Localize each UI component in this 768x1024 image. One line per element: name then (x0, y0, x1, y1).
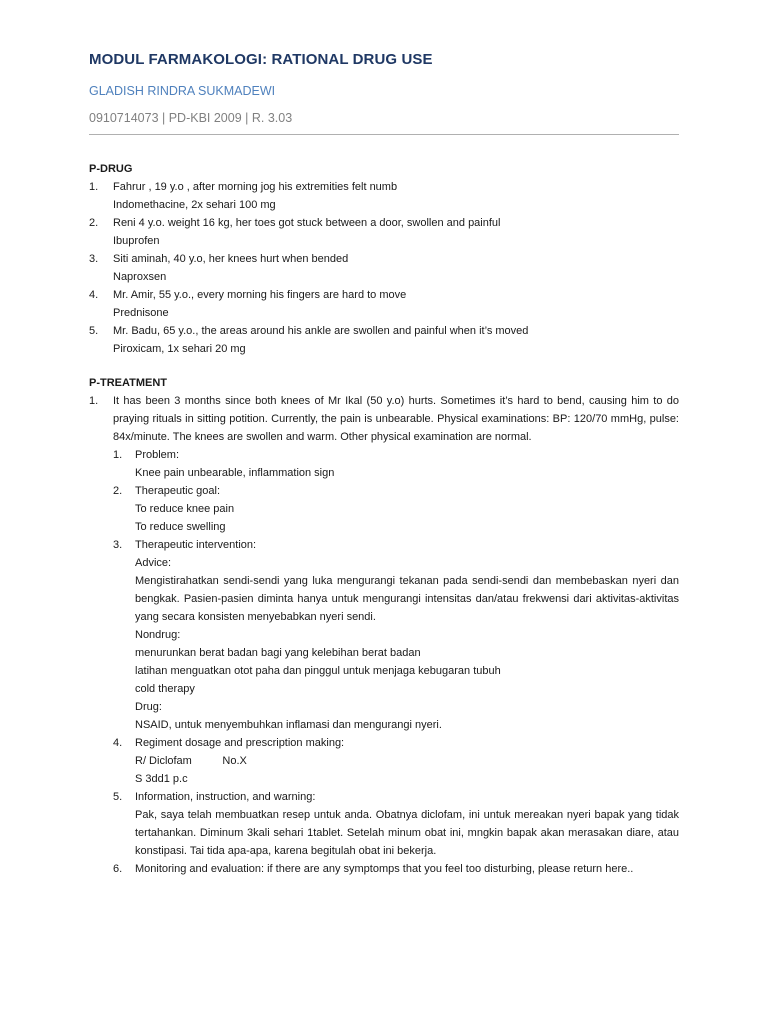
step-number: 2. (113, 485, 123, 497)
case-description: Mr. Amir, 55 y.o., every morning his fingers are hard to move (113, 289, 407, 301)
nondrug-line: latihan menguatkan otot paha dan pinggul untuk menjaga kebugaran tubuh (135, 665, 501, 677)
prescription-line: R/ Diclofam No.X (135, 755, 247, 767)
step-therapeutic-goal (113, 482, 679, 536)
step-line: To reduce knee pain (135, 503, 235, 515)
step-label: Therapeutic intervention: (135, 539, 257, 551)
section-heading-pdrug: P-DRUG (89, 163, 133, 175)
header-divider (89, 134, 679, 135)
case-description: Fahrur , 19 y.o , after morning jog his extremities felt numb (113, 181, 398, 193)
pdrug-item (89, 322, 679, 358)
document-page (89, 48, 679, 878)
drug-text: NSAID, untuk menyembuhkan inflamasi dan mengurangi nyeri. (135, 719, 442, 731)
item-number: 3. (89, 253, 99, 265)
pdrug-item (89, 250, 679, 286)
case-description: Siti aminah, 40 y.o, her knees hurt when bended (113, 253, 349, 265)
step-label: Monitoring and evaluation: if there are any symptomps that you feel too disturbing, please return here.. (135, 863, 634, 875)
author-name: GLADISH RINDRA SUKMADEWI (89, 84, 276, 98)
drug-choice: Piroxicam, 1x sehari 20 mg (113, 343, 246, 355)
step-label: Therapeutic goal: (135, 485, 220, 497)
ptreatment-case (89, 392, 679, 878)
case-description: Mr. Badu, 65 y.o., the areas around his ankle are swollen and painful when it’s moved (113, 325, 529, 337)
step-problem (113, 446, 679, 482)
step-number: 4. (113, 737, 123, 749)
step-label: Regiment dosage and prescription making: (135, 737, 345, 749)
drug-choice: Prednisone (113, 307, 169, 319)
nondrug-line: menurunkan berat badan bagi yang kelebihan berat badan (135, 647, 421, 659)
item-number: 1. (89, 181, 99, 193)
pdrug-item (89, 178, 679, 214)
advice-label: Advice: (135, 557, 172, 569)
drug-choice: Naproxsen (113, 271, 167, 283)
step-number: 3. (113, 539, 123, 551)
step-number: 5. (113, 791, 123, 803)
case-description: Reni 4 y.o. weight 16 kg, her toes got stuck between a door, swollen and painful (113, 217, 501, 229)
step-label: Problem: (135, 449, 180, 461)
pdrug-item (89, 286, 679, 322)
item-number: 2. (89, 217, 99, 229)
case-paragraph: It has been 3 months since both knees of Mr Ikal (50 y.o) hurts. Sometimes it’s hard to bend, causing him to do praying rituals in sitting potition. Currently, the pain is unbearable. Physical examinations: BP: 120/70 mmHg, pulse: 84x/minute. The knees are swollen and warm. Other physical examination are normal. (113, 395, 679, 443)
step-line: To reduce swelling (135, 521, 226, 533)
signa-line: S 3dd1 p.c (135, 773, 188, 785)
step-line: Knee pain unbearable, inflammation sign (135, 467, 335, 479)
step-information (113, 788, 679, 860)
item-number: 4. (89, 289, 99, 301)
step-therapeutic-intervention (113, 536, 679, 734)
item-number: 1. (89, 395, 99, 407)
drug-label: Drug: (135, 701, 162, 713)
step-number: 6. (113, 863, 123, 875)
step-monitoring (113, 860, 679, 878)
nondrug-line: cold therapy (135, 683, 195, 695)
information-paragraph: Pak, saya telah membuatkan resep untuk anda. Obatnya diclofam, ini untuk mereakan nyeri bapak yang tidak tertahankan. Diminum 3kali sehari 1tablet. Setelah minum obat ini, mngkin bapak akan merasakan diare, atau konstipasi. Tai tida apa-apa, karena begitulah obat ini bekerja. (135, 809, 679, 857)
student-meta: 0910714073 | PD-KBI 2009 | R. 3.03 (89, 111, 293, 125)
pdrug-item (89, 214, 679, 250)
nondrug-label: Nondrug: (135, 629, 181, 641)
section-heading-ptreatment: P-TREATMENT (89, 377, 168, 389)
step-number: 1. (113, 449, 123, 461)
step-label: Information, instruction, and warning: (135, 791, 316, 803)
advice-paragraph: Mengistirahatkan sendi-sendi yang luka mengurangi tekanan pada sendi-sendi dan membebaskan nyeri dan bengkak. Pasien-pasien diminta hanya untuk mengurangi intensitas dan/atau frekwensi dari aktivitas-aktivitas yang secara konsisten menyebabkan nyeri sendi. (135, 575, 679, 623)
document-title: MODUL FARMAKOLOGI: RATIONAL DRUG USE (89, 51, 433, 68)
step-prescription (113, 734, 679, 788)
drug-choice: Indomethacine, 2x sehari 100 mg (113, 199, 276, 211)
item-number: 5. (89, 325, 99, 337)
drug-choice: Ibuprofen (113, 235, 160, 247)
